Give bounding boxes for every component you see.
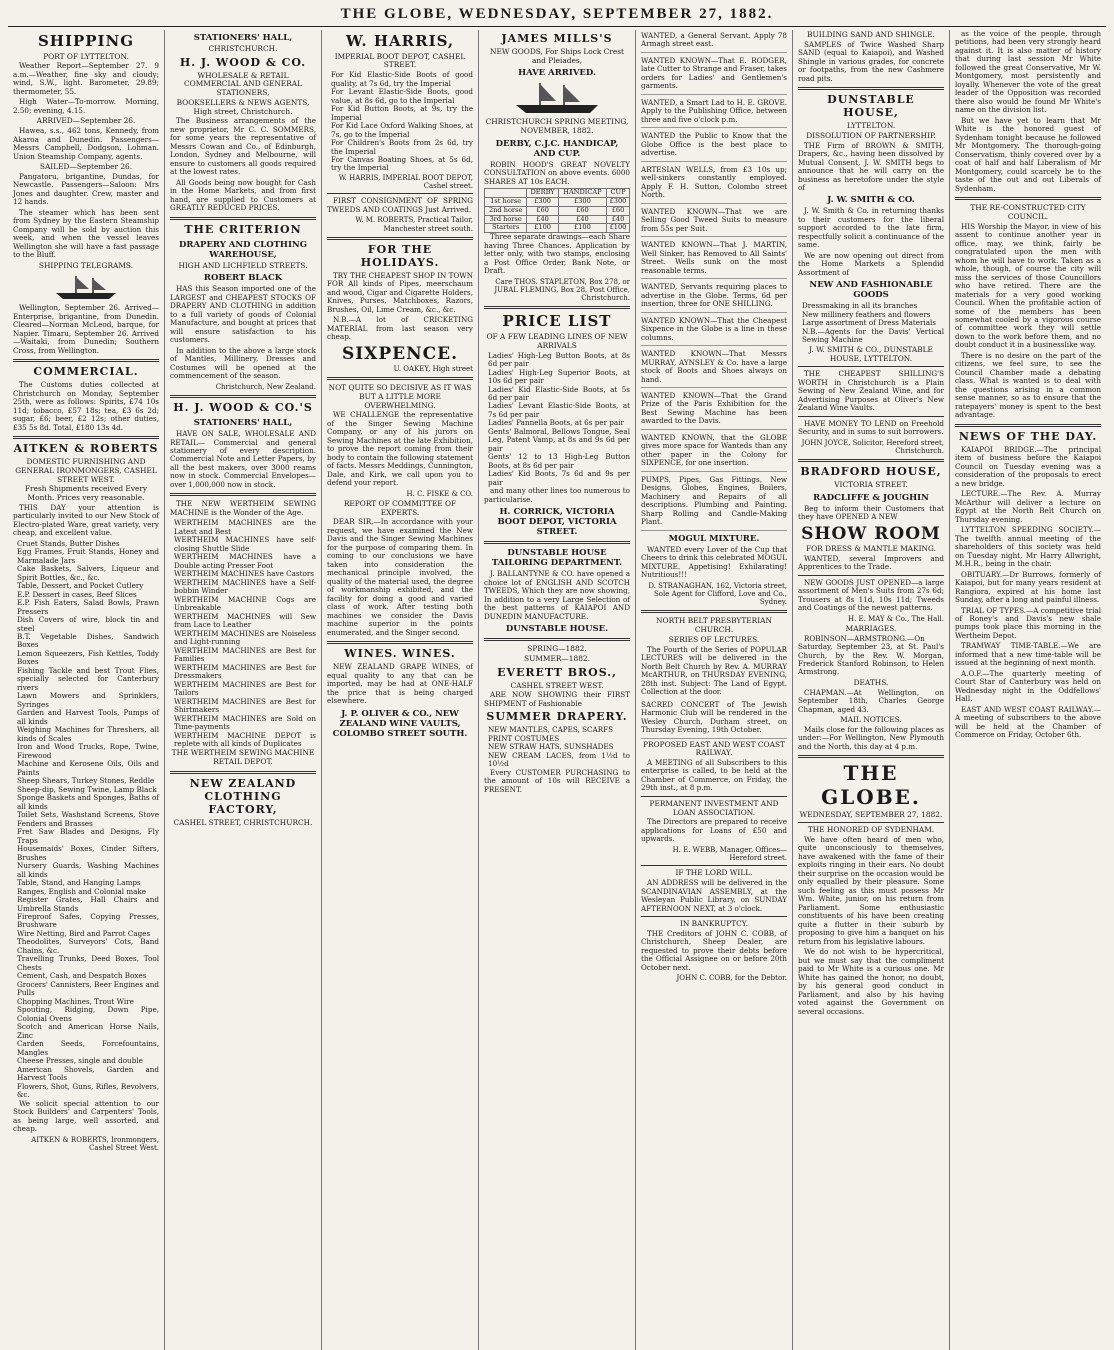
everett-list [484, 726, 630, 768]
globe-title: THE GLOBE. [821, 761, 921, 809]
divider [327, 377, 473, 380]
telegrams-heading: SHIPPING TELEGRAMS. [38, 260, 134, 270]
bankruptcy-text: THE Creditors of JOHN C. COBB, of Christchurch, Sheep Dealer, are requested to prove their debts before the Official Assignee on or before 20th October next. [641, 928, 787, 972]
table-cell: £300 [527, 198, 559, 207]
list-item: Sheep-dip, Sewing Twine, Lamp Black [17, 784, 157, 794]
price-list [484, 352, 630, 488]
report-text: DEAR SIR,—In accordance with your request, we have examined the New Davis and the Singer Sewing Machines for the purpose of comparing them. In coming to our conclusions we have taken into consideration the mechanical principle involved, the quality of the material used, the degree of workmanship exhibited, and the facility for doing a good and varied class of work. After testing both machines we consider the Davis machine superior in the points enumerated, and the Singer second. [327, 517, 473, 637]
sailing-ship-icon [512, 81, 602, 115]
divider [955, 197, 1101, 200]
list-item: NEW MANTLES, CAPES, SCARFS [488, 725, 614, 735]
list-item: Ladies' Kid Boots, 7s 6d and 9s per pair [488, 469, 630, 487]
bradford-address: VICTORIA STREET. [834, 480, 908, 490]
sailed-text: Pangatoru, brigantine, Dundas, for Newcastle. Passengers—Saloon: Mrs Jones and daughter. Crew, master and 12 hands. [13, 171, 159, 207]
hall2-text: HAVE ON SALE, WHOLESALE AND RETAIL— Commercial and general stationery of every description. Commercial Note and Letter Papers, by all the best makers, over 3000 reams now in stock. Commercial Envelopes—over 1,000,000 now in stock. [170, 429, 316, 489]
table-cell: 1st horse [485, 198, 527, 207]
table-cell: 3rd horse [485, 215, 527, 224]
railway-text: A MEETING of all Subscribers to this enterprise is called, to be held at the Chamber of Commerce, on Friday, the 29th inst., at 8 p.m. [641, 757, 787, 793]
divider [641, 865, 787, 866]
everett-address: CASHEL STREET WEST. [510, 680, 604, 690]
wanted-ad: WANTED KNOWN, that the GLOBE gives more space for Wanteds than any other paper in the Colony for SIXPENCE, for one insertion. [641, 432, 787, 472]
lord-heading: IF THE LORD WILL. [675, 868, 753, 878]
hall-heading: STATIONERS' HALL, [193, 33, 293, 43]
list-item: Chopping Machines, Trout Wire [17, 996, 134, 1006]
corrick-signature: H. CORRICK, VICTORIA BOOT DEPOT, VICTORIA STREET. [497, 507, 617, 538]
list-item: WERTHEIM MACHINES have a Double acting Presser Foot [174, 552, 316, 570]
list-item: Cement, Cash, and Despatch Boxes [17, 971, 147, 981]
column-wanted [636, 30, 793, 1350]
church-subheading: SERIES OF LECTURES. [668, 634, 760, 644]
list-item: Sponge Baskets and Sponges, Baths of all kinds [17, 793, 159, 811]
list-item: Nursery Guards, Washing Machines all kinds [17, 861, 159, 879]
list-item: Ladies' High-Leg Button Boots, at 8s 6d per pair [488, 350, 630, 369]
news-item: LYTTELTON SPEEDING SOCIETY.—The twelfth annual meeting of the shareholders of this society was held on Tuesday night, Mr Harry Allwright, M.H.R., being in the chair. [955, 525, 1101, 569]
mogul-heading: MOGUL MIXTURE. [668, 533, 760, 544]
divider [798, 822, 944, 823]
stranaghan-signature: D. STRANAGHAN, 162, Victoria street, Sole Agent for Clifford, Love and Co., Sydney. [648, 581, 787, 607]
list-item: Ladies' High-Leg Superior Boots, at 10s 6d per pair [488, 367, 630, 386]
list-item: WERTHEIM MACHINES have Castors [174, 569, 314, 579]
divider [641, 916, 787, 917]
machines-list [170, 519, 316, 748]
hall-city: CHRISTCHURCH. [208, 44, 278, 54]
sixpence-heading: SIXPENCE. [341, 343, 459, 364]
money-text: HAVE MONEY TO LEND on Freehold Security, and in sums to suit borrowers. [798, 418, 944, 437]
spring-heading: SPRING—1882. [527, 644, 587, 654]
article-continued-2: But we have yet to learn that Mr White is the honored guest of Sydenham tonight because he followed Mr Montgomery. The thorough-going Conservatism, thinly covered over by a coat of half and half Liberalism of Mr Montgomery, could scarcely be to the taste of the out and out Liberals of Sydenham. [955, 115, 1101, 193]
tide-report: High Water—To-morrow. Morning, 2.50; evening, 4.15. [13, 97, 159, 115]
news-item: A.O.F.—The quarterly meeting of Court Star of Canterbury was held on Wednesday night in the Oddfellows' Hall. [955, 668, 1101, 704]
divider [798, 366, 944, 367]
mails-heading: MAIL NOTICES. [840, 715, 902, 725]
weather-report: Weather Report—September 27. 9 a.m.—Weather, fine sky and cloudy; wind, S.W., light. Barometer, 29.89; thermometer, 55. [13, 61, 159, 96]
council-text: HIS Worship the Mayor, in view of his assent to continue another year in office, may, we think, fairly be congratulated upon the men with whom he will have to work. Taken as a whole, though, of course the city will miss the services of those Councillors who have retired. There are the materials for a very good working Council. When the profitable action of some of the members has been somewhat cooled by a vigorous course of committee work they will settle down to the work before them, and no doubt conduct it in a businesslike way. [955, 221, 1101, 350]
divider [641, 610, 787, 613]
list-item: WERTHEIM MACHINES have a Self-bobbin Winder [174, 577, 316, 596]
criterion-address: HIGH AND LICHFIELD STREETS. [178, 260, 308, 270]
list-item: For Kid Elastic-Side Boots of good quality, at 7s 6d, try the Imperial [331, 70, 473, 88]
list-item: Ladies' Pannella Boots, at 6s per pair [488, 418, 624, 428]
wines-text: NEW ZEALAND GRAPE WINES, of equal quality to any that can be imported, may be had at ONE-HALF the price that is being charged elsewhere. [327, 662, 473, 706]
tailoring-heading: DUNSTABLE HOUSE TAILORING DEPARTMENT. [491, 548, 623, 569]
list-item: For Children's Boots from 2s 6d, try the Imperial [331, 138, 473, 156]
council-text-2: There is no desire on the part of the citizens, we feel sure, to see the Council Chamber made a debating class. What is wanted is to deal with the questions arising in a common sense manner, so as to ensure that the ratepayers' money is spent to the best advantage. [955, 350, 1101, 420]
columns [8, 30, 1106, 1350]
list-item: Table, Stand, and Hanging Lamps [17, 878, 141, 888]
wanted-ad: WANTED, a Smart Lad to H. E. GROVE. Apply to the Publishing Office, between three and five o'clock p.m. [641, 97, 787, 128]
list-item: WERTHEIM MACHINES have self-closing Shuttle Slide [174, 535, 316, 553]
list-item: Scotch and American Horse Nails, Zinc [17, 1022, 159, 1040]
price-list-subheading: OF A FEW LEADING LINES OF NEW ARRIVALS [486, 332, 628, 350]
nz-clothing-address: CASHEL STREET, CHRISTCHURCH. [173, 817, 313, 827]
table-cell: £40 [558, 215, 606, 224]
list-item: For Kid Lace Oxford Walking Shoes, at 7s, go to the Imperial [331, 121, 473, 139]
deaths-heading: DEATHS. [853, 677, 889, 687]
list-item: E.P. Dessert in cases, Beef Slices [17, 589, 137, 599]
list-item: WERTHEIM MACHINES will Sew from Lace to Leather [174, 611, 316, 630]
smith-new-goods: NEW AND FASHIONABLE GOODS [809, 280, 933, 301]
news-item: TRIAL OF TYPES.—A competitive trial of Roney's and Davis's new shale pumps took place this morning in the Wertheim Depot. [955, 605, 1101, 640]
list-item: Wire Netting, Bird and Parrot Cages [17, 928, 151, 938]
singer-text: WE CHALLENGE the representative of the Singer Sewing Machine Company, or any of his jurors on Sewing Machines at the late Exhibition, to prove the report coming from their body to contain the following statement of facts. Messrs Meddings, Cunnington, Dale, and Kirk, we call upon you to defend your report. [327, 410, 473, 488]
list-item: E.P. Fish Eaters, Salad Bowls, Prawn Pressers [17, 598, 159, 616]
list-item: New millinery feathers and flowers [802, 309, 931, 319]
holidays-text: TRY THE CHEAPEST SHOP IN TOWN FOR All kinds of Pipes, meerschaum and wood, Cigar and Cigarette Holders, Knives, Purses, Matchboxes, Razors, Brushes, Oil, Lime Cream, &c., &c. [327, 270, 473, 314]
pumps-ad: PUMPS, Pipes, Gas Fittings, New Designs, Globes, Engines, Boilers, Machinery and Repairs of all descriptions. Plumbing and Painting. Sharp Rolling and Candle-Making Plant. [641, 474, 787, 531]
smith-list [798, 302, 944, 344]
harris-signature: W. HARRIS, IMPERIAL BOOT DEPOT, Cashel street. [338, 173, 473, 191]
aitken-shipments: Fresh Shipments received Every Month. Prices very reasonable. [24, 484, 148, 502]
list-item: Egg Frames, Fruit Stands, Honey and Marmalade Jars [17, 547, 159, 565]
list-item: Fireproof Safes, Copying Presses, Brushware [17, 911, 159, 930]
list-item: For Kid Button Boots, at 9s, try the Imperial [331, 104, 473, 122]
news-item: EAST AND WEST COAST RAILWAY.—A meeting of subscribers to the above will be held at the Chamber of Commerce on Friday, October 6th. [955, 704, 1101, 740]
harris-heading: W. HARRIS, [345, 32, 455, 50]
list-item: Dish Covers of wire, block tin and steel [17, 615, 159, 633]
smith-text: J. W. Smith & Co. in returning thanks to their customers for the liberal support accorded to the late firm, respectfully solicit a continuance of the same. [798, 206, 944, 250]
list-item: WERTHEIM MACHINE DEPOT is replete with all kinds of Duplicates [174, 730, 316, 748]
article-heading: THE HONORED OF SYDENHAM. [807, 825, 935, 835]
divider [13, 359, 159, 362]
bankruptcy-signature: JOHN C. COBB, for the Debtor. [676, 974, 787, 983]
oakey-signature: U. OAKEY, High street [393, 364, 473, 373]
divider [798, 755, 944, 758]
table-cell: £100 [606, 224, 629, 233]
column-dunstable [793, 30, 950, 1350]
consultation-signature: Care THOS. STAPLETON, Box 278, or JUBAL FLEMING, Box 28, Post Office, Christchurch. [494, 277, 630, 303]
list-item: NEW STRAW HATS, SUNSHADES [488, 742, 614, 752]
list-item: Gents' 12 to 13 High-Leg Button Boots, at 8s 6d per pair [488, 452, 630, 470]
table-cell: HANDICAP [558, 189, 606, 198]
list-item: Grocers' Cannisters, Beer Engines and Pulls [17, 979, 159, 998]
divider [798, 416, 944, 417]
list-item: B.T. Vegetable Dishes, Sandwich Boxes [17, 632, 159, 650]
bankruptcy-heading: IN BANKRUPTCY. [679, 919, 749, 929]
wanted-ad: WANTED KNOWN—That we are Selling Good Tweed Suits to measure from 55s per Suit. [641, 206, 787, 237]
list-item: Cake Baskets, Salvers, Liqueur and Spirit Bottles, &c., &c. [17, 564, 159, 582]
list-item: Fret Saw Blades and Designs, Fly Traps [17, 827, 159, 845]
goods-signature: H. E. MAY & Co., The Hall. [847, 614, 944, 623]
list-item: PRINT COSTUMES [488, 733, 560, 743]
mills-arrived: HAVE ARRIVED. [518, 68, 596, 79]
black-text: HAS this Season imported one of the LARGEST and CHEAPEST STOCKS OF DRAPERY AND CLOTHING in addition to a full variety of goods of Colonial Manufacture, and bought at prices that will ensure satisfaction to his customers. [170, 284, 316, 345]
apprentices-text: WANTED, several Improvers and Apprentices to the Trade. [798, 553, 944, 572]
commercial-text: The Customs duties collected at Christchurch on Monday, September 25th, were as follows: Spirits, £74 10s 11d; tobacco, £57 18s; tea, £3 6s 2d; sugar, £6; beer, £2 12s; other duties, £35 5s 8d. Total, £180 13s 4d. [13, 380, 159, 432]
divider [798, 87, 944, 90]
list-item: Flowers, Shot, Guns, Rifles, Revolvers, &c. [17, 1081, 159, 1100]
black-heading: ROBERT BLACK [203, 273, 283, 284]
everett-heading: EVERETT BROS., [497, 665, 617, 679]
divider [13, 436, 159, 439]
list-item: WERTHEIM MACHINES are the Latest and Best [174, 518, 316, 536]
wanted-ad: WANTED KNOWN—That the Cheapest Sixpence in the Globe is a line in these columns. [641, 315, 787, 346]
concert-ad: SACRED CONCERT of The Jewish Harmonic Club will be rendered in the Wesley Church, Durham street, on Thursday Evening, 19th October. [641, 699, 787, 739]
railway-heading: PROPOSED EAST AND WEST COAST RAILWAY. [643, 739, 785, 758]
port-heading: PORT OF LYTTELTON. [43, 51, 129, 61]
article-text-2: We do not wish to be hypercritical, but we must say that the compliment paid to Mr White is a curious one. Mr White has gained the honor, no doubt, by his general good conduct in Parliament, and also by his having voted against the Government on several occasions. [798, 947, 944, 1016]
wanted-ad: WANTED KNOWN—That E. RODGER, late Cutter to Strange and Fraser, takes orders for Ladies' and Gentlemen's garments. [641, 55, 787, 95]
lord-text: AN ADDRESS will be delivered in the SCANDINAVIAN ASSEMBLY, at the Wesleyan Public Library, on SUNDAY AFTERNOON NEXT, at 3 o'clock. [641, 878, 787, 913]
divider [484, 306, 630, 309]
black-text-2: In addition to the above a large stock of Mantles, Millinery, Dresses and Costumes will be opened at the commencement of the season. [170, 345, 316, 381]
report-heading: REPORT OF COMMITTEE OF EXPERTS. [343, 498, 457, 517]
table-cell: Starters [485, 224, 527, 233]
list-item: Gents' Balmoral, Bellows Tongue, Seal Leg, Patent Vamp, at 8s and 9s 6d per pair [488, 426, 630, 453]
loan-heading: PERMANENT INVESTMENT AND LOAN ASSOCIATION. [649, 798, 779, 817]
list-item: WERTHEIM MACHINES are Noiseless and Light-running [174, 628, 316, 647]
list-item: WERTHEIM MACHINES are Best for Families [174, 645, 316, 664]
column-harris [322, 30, 479, 1350]
marriages-heading: MARRIAGES. [845, 623, 897, 633]
machines-signature: THE WERTHEIM SEWING MACHINE RETAIL DEPOT. [171, 748, 315, 767]
building-text: SAMPLES of Twice Washed Sharp SAND (equal to Kaiapoi), and Washed Shingle in various grades, for concrete or footpaths, from the new Cashmere road pits. [798, 39, 944, 83]
radcliffe-heading: RADCLIFFE & JOUGHIN [813, 492, 929, 503]
shipping-news: The steamer which has been sent from Sydney by the Eastern Steamship Company will be sold by auction this week, and when the vessel leaves Wellington she will have a fast passage to the Bluff. [13, 207, 159, 260]
church-heading: NORTH BELT PRESBYTERIAN CHURCH. [656, 616, 772, 635]
table-cell: £60 [558, 206, 606, 215]
wanted-ad: WANTED KNOWN—That J. MARTIN, Well Sinker, has Removed to All Saints' Street. Wells sunk on the most reasonable terms. [641, 239, 787, 279]
wanted-ad: WANTED, Servants requiring places to advertise in the Globe. Terms, 6d per insertion, three for ONE SHILLING. [641, 281, 787, 312]
table-cell: £100 [527, 224, 559, 233]
singer-heading: NOT QUITE SO DECISIVE AS IT WAS BUT A LITTLE MORE OVERWHELMING. [328, 383, 472, 410]
aitken-subheading: DOMESTIC FURNISHING AND GENERAL IRONMONGERS, CASHEL STREET WEST. [15, 457, 157, 484]
arrived-heading: ARRIVED—September 26. [36, 116, 136, 126]
wanted-ad: WANTED KNOWN—That the Grand Prize of the Paris Exhibition for the Best Sewing Machine has been awarded to the Davis. [641, 390, 787, 430]
article-continued: as the voice of the people, through petitions, had been very strongly heard against it. It is also matter of history that during last session Mr White followed the great Conservative, Mr W. Montgomery, most persistently and loyally. Whenever the vote of the great leader of the Opposition was recorded there also would be found Mr White's name on the division list. [955, 30, 1101, 115]
list-item: N.B.—Agents for the Davis' Vertical Sewing Machine [802, 326, 944, 345]
divider [327, 237, 473, 240]
roberts-signature: W. M. ROBERTS, Practical Tailor, Manchester street south. [355, 216, 473, 233]
divider [170, 217, 316, 220]
holidays-heading: FOR THE HOLIDAYS. [360, 242, 440, 269]
list-item: Dressmaking in all its branches [802, 301, 918, 311]
mails-text: Mails close for the following places as under:—For Wellington, New Plymouth and the North, this day at 4 p.m. [798, 724, 944, 751]
list-item: Carden Seeds, Forcefountains, Mangles [17, 1039, 159, 1057]
consultation-text: ROBIN HOOD'S GREAT NOVELTY CONSULTATION on above events. 6000 SHARES AT 10s EACH. [484, 159, 630, 186]
cheapest-text: THE CHEAPEST SHILLING'S WORTH in Christchurch is a Plain Sewing of New Zealand Wine, and for Advertising Purposes at Oliver's New Zealand Wine Vaults. [798, 369, 944, 413]
table-cell: £60 [606, 206, 629, 215]
list-item: Table, Dessert, and Pocket Cutlery [17, 581, 144, 591]
council-heading: THE RE-CONSTRUCTED CITY COUNCIL. [970, 203, 1086, 221]
showroom-subheading: FOR DRESS & MANTLE MAKING. [805, 543, 936, 553]
article-text: We have often heard of men who, quite unconsciously to themselves, have awakened with the fame of their exploits ringing in their ears. No doubt their surprise on the occasion would be only equalled by their pleasure. Some such feeling as this must possess Mr Wm. White, junior, on his return from Parliament. Some enthusiastic constituents of his have been creating quite a flutter in their suburb by proposing to give him a banquet on his return from his legislative labours. [798, 834, 944, 946]
list-item: For Canvas Boating Shoes, at 5s 6d, try the Imperial [331, 155, 473, 173]
price-list-heading: PRICE LIST [502, 312, 612, 331]
criterion-heading: THE CRITERION [184, 222, 302, 236]
news-item: OBITUARY.—Dr Burrows, formerly of Kaiapoi, but for many years resident at Rangiora, expired at his home last Sunday, after a long and painful illness. [955, 569, 1101, 605]
table-cell: £40 [606, 215, 629, 224]
season-heading: FIRST CONSIGNMENT OF SPRING TWEEDS AND COATINGS Just Arrived. [327, 196, 473, 214]
aitken-signature: AITKEN & ROBERTS, Ironmongers, Cashel Street West. [31, 1135, 159, 1152]
column-shipping [8, 30, 165, 1350]
list-item: Lawn Mowers and Sprinklers, Syringes [17, 691, 159, 709]
table-cell: £300 [558, 198, 606, 207]
list-item: NEW CREAM LACES, from 1½d to 10½d [488, 750, 630, 769]
price-list-close: and many other lines too numerous to particularise. [484, 486, 630, 504]
list-item: For Levant Elastic-Side Boots, good value, at 8s 6d, go to the Imperial [331, 87, 473, 105]
list-item: Ranges, English and Colonial make [17, 886, 147, 896]
loan-text: The Directors are prepared to receive applications for Loans of £50 and upwards. [641, 817, 787, 844]
dunstable-place: LYTTELTON. [846, 121, 896, 131]
cricket-text: N.B.—A lot of CRICKETING MATERIAL from last season very cheap. [327, 315, 473, 342]
divider [484, 638, 630, 641]
fiske-signature: H. C. FISKE & CO. [406, 489, 473, 498]
column-mills [479, 30, 636, 1350]
masthead: THE GLOBE, WEDNESDAY, SEPTEMBER 27, 1882. [8, 4, 1106, 27]
list-item: Ladies' Kid Elastic-Side Boots, at 5s 6d per pair [488, 384, 630, 402]
shipping-heading: SHIPPING [37, 32, 135, 50]
bradford-heading: BRADFORD HOUSE, [800, 465, 942, 479]
table-cell: £100 [558, 224, 606, 233]
building-heading: BUILDING SAND AND SHINGLE. [807, 30, 935, 39]
list-item: Spouting, Ridging, Down Pipe, Colonial Ovens [17, 1005, 159, 1023]
wanted-ad: WANTED KNOWN—That Messrs MURRAY, AYNSLEY & Co. have a large stock of Boots and Shoes always on hand. [641, 348, 787, 388]
summer-heading: SUMMER—1882. [524, 654, 590, 664]
divider [641, 796, 787, 797]
wood-text: The Business arrangements of the new proprietor, Mr C. C. SOMMERS, for some years the representative of Messrs Cowan and Co., of Edinburgh, London, Sydney and Melbourne, will ensure to customers all goods required at the lowest rates. [170, 116, 316, 177]
divider [484, 541, 630, 544]
list-item: Sheep Shears, Turkey Stones, Reddle [17, 776, 155, 786]
wanted-ad: ARTESIAN WELLS, from £3 10s up; well-sinkers constantly employed. Apply F. H. Sutton, Colombo street North. [641, 164, 787, 204]
list-item: WERTHEIM MACHINES are Best for Tailors [174, 679, 316, 698]
wines-heading: WINES. WINES. [344, 647, 456, 661]
nz-clothing-heading: NEW ZEALAND CLOTHING FACTORY, [189, 776, 297, 816]
aitken-heading: AITKEN & ROBERTS [13, 442, 159, 456]
list-item: WERTHEIM MACHINES are Sold on Time-payments [174, 713, 316, 732]
mills-heading: JAMES MILLS'S [501, 32, 613, 45]
oliver-signature: J. P. OLIVER & CO., NEW ZEALAND WINE VAULTS, COLOMBO STREET SOUTH. [332, 708, 468, 739]
divider [170, 395, 316, 398]
aitken-close: We solicit special attention to our Stock Builders' and Carpenters' Tools, as being large, well assorted, and cheap. [13, 1098, 159, 1134]
list-item: Cruet Stands, Butter Dishes [17, 538, 120, 548]
list-item: WERTHEIM MACHINES are Best for Dressmakers [174, 662, 316, 681]
goods-text: NEW GOODS JUST OPENED—a large assortment of Men's Suits from 27s 6d; Trousers at 8s 11d, 10s 11d; Tweeds and Coatings of the newest patterns. [798, 577, 944, 613]
church-text: The Fourth of the Series of POPULAR LECTURES will be delivered in the North Belt Church by Rev. A. MURRAY McARTHUR, on THURSDAY EVENING, 28th inst. Subject: The Land of Egypt. Collection at the door. [641, 644, 787, 697]
column-stationers [165, 30, 322, 1350]
dissolution-text: THE Firm of BROWN & SMITH, Drapers, &c., having been dissolved by Mutual Consent, J. W. SMITH begs to announce that he will carry on the business as heretofore under the style of [798, 140, 944, 192]
divider [170, 493, 316, 496]
aitken-item-list [13, 540, 159, 1100]
harris-subheading: IMPERIAL BOOT DEPOT, CASHEL STREET. [334, 51, 466, 70]
list-item: Toilet Sets, Washstand Screens, Stove Fenders and Brasses [17, 810, 159, 828]
everett-text: ARE NOW SHOWING their FIRST SHIPMENT of Fashionable [484, 690, 630, 708]
table-row [485, 206, 630, 215]
meeting-heading: CHRISTCHURCH SPRING MEETING, NOVEMBER, 1882. [485, 117, 629, 136]
list-item: WERTHEIM MACHINES are Best for Shirtmakers [174, 696, 316, 715]
list-item: Fishing Tackle and best Trout Flies, specially selected for Canterbury rivers [17, 665, 159, 692]
list-item: Theodolites, Surveyors' Cots, Band Chains, &c. [17, 937, 159, 955]
showroom-heading: SHOW ROOM [801, 523, 941, 544]
table-cell: CUP [606, 189, 629, 198]
list-item: American Shovels, Garden and Harvest Tools [17, 1064, 159, 1083]
hall2-subheading: STATIONERS' HALL, [193, 418, 293, 429]
wood-text-2: All Goods being now bought for Cash in the Home Markets, and from first hand, are supplied to Customers at GREATLY REDUCED PRICES. [170, 177, 316, 213]
globe-date: WEDNESDAY, SEPTEMBER 27, 1882. [799, 809, 943, 819]
tailoring-text: J. BALLANTYNE & CO. have opened a choice lot of ENGLISH AND SCOTCH TWEEDS, Which they are now showing, In addition to a very Large Selection of the best patterns of KAIAPOI AND DUNEDIN MANUFACTURE. [484, 569, 630, 621]
consultation-details: Three separate drawings—each Share having Three Chances. Application by letter only, with two stamps, enclosing a Post Office Order, Bank Note, or Draft. [484, 232, 630, 276]
dissolution-heading: DISSOLUTION OF PARTNERSHIP. [806, 130, 936, 140]
loan-signature: H. E. WEBB, Manager, Offices—Hereford street. [672, 845, 787, 863]
machines-heading: THE NEW WERTHEIM SEWING MACHINE is the Wonder of the Age. [170, 499, 316, 517]
table-cell: 2nd horse [485, 206, 527, 215]
list-item: WERTHEIM MACHINE Cogs are Unbreakable [174, 594, 316, 613]
telegrams-text: Wellington, September 26. Arrived—Enterprise, brigantine, from Dunedin. Cleared—Norman McLeod, barque, for Napier. Timaru, September 26. Arrived—Waitaki, from Dunedin; Southern Cross, from Wellington. [13, 303, 159, 355]
news-heading: NEWS OF THE DAY. [958, 429, 1098, 443]
table-cell: DERBY [527, 189, 559, 198]
aitken-intro: THIS DAY your attention is particularly invited to our New Stock of Electro-plated Ware, great variety, very cheap, and excellent value. [13, 502, 159, 538]
commercial-heading: COMMERCIAL. [33, 365, 139, 379]
sailed-heading: SAILED—September 26. [39, 162, 133, 171]
everett-close: Every CUSTOMER PURCHASING to the amount of 10s will RECEIVE a PRESENT. [484, 767, 630, 794]
list-item: Register Grates, Hall Chairs and Umbrella Stands [17, 895, 159, 913]
harris-list [327, 71, 473, 173]
news-item: KAIAPOI BRIDGE.—The principal item of business before the Kaiapoi Council on Tuesday evening was a consideration of the proposals to erect a new bridge. [955, 444, 1101, 488]
table-cell: £60 [527, 206, 559, 215]
list-item: Housemaids' Boxes, Cinder Sifters, Brushes [17, 844, 159, 862]
list-item: Cheese Presses, single and double [17, 1056, 143, 1066]
news-item: LECTURE.—The Rev. A. Murray McArthur will deliver a lecture on Egypt at the North Belt Church on Thursday evening. [955, 489, 1101, 524]
list-item: Iron and Wood Trucks, Rope, Twine, Firewood [17, 742, 159, 760]
list-item: Machine and Kerosene Oils, Oils and Paints [17, 759, 159, 777]
hall2-heading: H. J. WOOD & CO.'S [173, 401, 313, 415]
list-item: Weighing Machines for Threshers, all kinds of Scales [17, 725, 159, 743]
table-cell: £300 [606, 198, 629, 207]
money-signature: JOHN JOYCE, Solicitor, Hereford street, Christchurch. [801, 438, 944, 455]
radcliffe-text: Beg to inform their Customers that they have OPENED A NEW [798, 503, 944, 522]
divider [798, 459, 944, 462]
wood-subheading-2: BOOKSELLERS & NEWS AGENTS, High street, Christchurch. [176, 97, 310, 116]
table-cell: £40 [527, 215, 559, 224]
derby-heading: DERBY, C.J.C. HANDICAP, AND CUP. [495, 138, 619, 159]
mogul-text: WANTED every Lover of the Cup that Cheers to drink this celebrated MOGUL MIXTURE. Appetising! Exhilarating! Nutritious!!! [641, 544, 787, 580]
list-item: Garden and Harvest Tools, Pumps of all kinds [17, 708, 159, 726]
wanted-ad: WANTED the Public to Know that the Globe Office is the best place to advertise. [641, 130, 787, 161]
divider [327, 193, 473, 194]
list-item: Large assortment of Dress Materials [802, 318, 936, 328]
smith-close: J. W. SMITH & CO., DUNSTABLE HOUSE, LYTTELTON. [809, 344, 933, 363]
deaths-text: CHAPMAN.—At Wellington, on September 18th, Charles George Chapman, aged 43. [798, 687, 944, 714]
divider [955, 424, 1101, 427]
list-item: Travelling Trunks, Deed Boxes, Tool Chests [17, 954, 159, 972]
smith-signature: J. W. SMITH & CO. [827, 195, 915, 206]
ship-icon [51, 273, 121, 301]
list-item: Ladies' Levant Elastic-Side Boots, at 7s 6d per pair [488, 401, 630, 419]
list-item: Lemon Squeezers, Fish Kettles, Toddy Boxes [17, 648, 159, 667]
dunstable-heading: DUNSTABLE HOUSE, [827, 93, 915, 120]
arrived-text: Hawea, s.s., 462 tons, Kennedy, from Akaroa and Dunedin. Passengers—Messrs Campbell, Dodgson, Lohman. Union Steamship Company, agents. [13, 126, 159, 161]
mills-subheading: NEW GOODS, For Ships Lock Crest and Pleiades, [489, 46, 625, 65]
wanted-ad: WANTED, a General Servant. Apply 78 Armagh street east. [641, 30, 787, 53]
marriages-text: ROBINSON—ARMSTRONG.—On Saturday, September 23, at St. Paul's Church, by the Rev. W. Morgan, Frederick Stanford Robinson, to Helen Armstrong. [798, 633, 944, 677]
everett-drapery: SUMMER DRAPERY. [486, 710, 628, 724]
criterion-subheading: DRAPERY AND CLOTHING WAREHOUSE, [179, 239, 307, 260]
wood-subheading: WHOLESALE & RETAIL COMMERCIAL AND GENERAL STATIONERS, [183, 70, 303, 98]
black-signature: Christchurch, New Zealand. [215, 382, 316, 391]
prize-table [484, 188, 630, 233]
column-news [950, 30, 1106, 1350]
tailoring-signature: DUNSTABLE HOUSE. [505, 624, 609, 635]
smith-text-2: We are now opening out direct from the Home Markets a Splendid Assortment of [798, 250, 944, 277]
divider [170, 771, 316, 774]
divider [798, 575, 944, 576]
divider [327, 641, 473, 644]
news-item: TRAMWAY TIME-TABLE.—We are informed that a new time-table will be issued at the beginning of next month. [955, 641, 1101, 668]
wood-heading: H. J. WOOD & CO. [179, 55, 307, 69]
